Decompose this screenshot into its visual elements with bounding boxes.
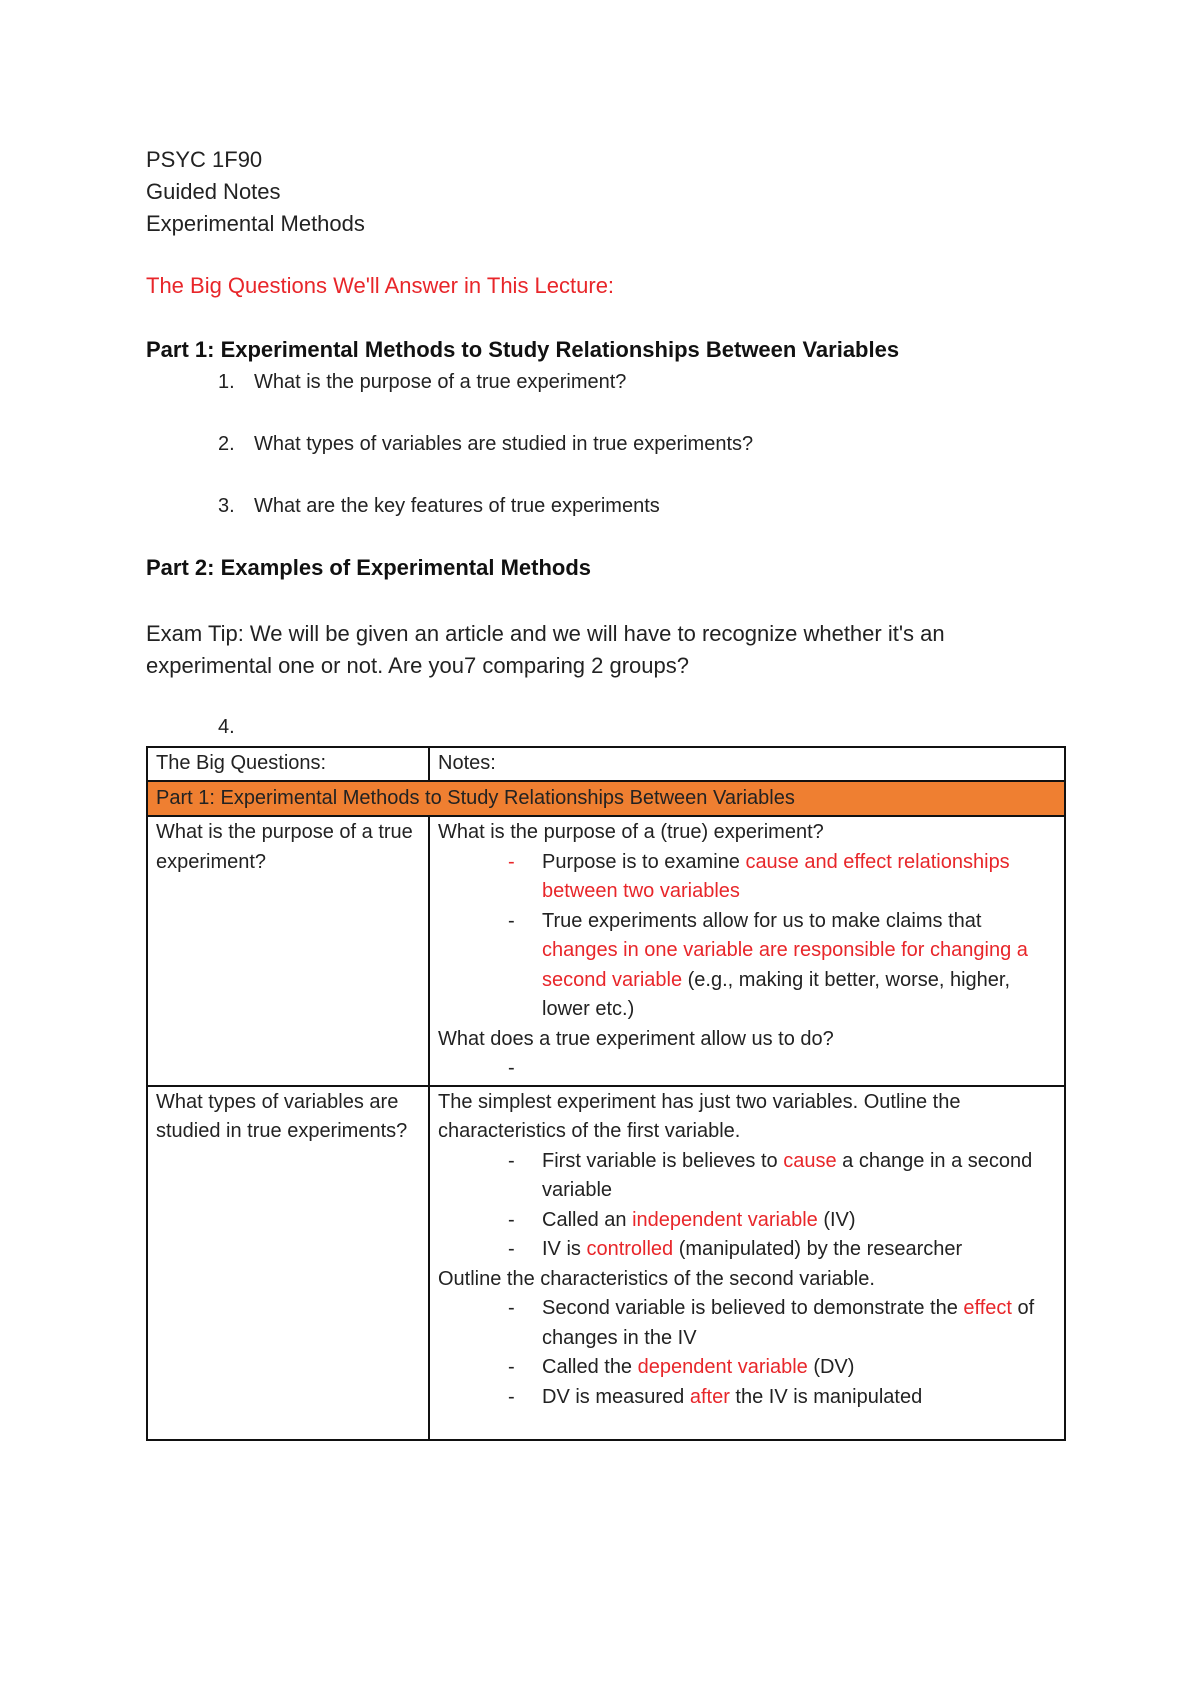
list-item-empty <box>508 1054 1056 1084</box>
dash-marker: - <box>508 1149 515 1172</box>
col-header-questions: The Big Questions: <box>147 747 429 781</box>
exam-tip: Exam Tip: We will be given an article and we will have to recognize whether it's an experimental one or not. Are you7 comparing 2 groups? <box>146 621 945 678</box>
list-item: - DV is measured after the IV is manipulated <box>508 1383 1056 1413</box>
notes-prompt: The simplest experiment has just two variables. Outline the characteristics of the first variable. <box>438 1090 961 1142</box>
row-question: What types of variables are studied in true experiments? <box>147 1086 429 1440</box>
list-item: - First variable is believes to cause a change in a second variable <box>508 1147 1056 1206</box>
question-item: 3. What are the key features of true experiments <box>218 495 660 517</box>
list-item: - Purpose is to examine cause and effect relationships between two variables <box>508 848 1056 907</box>
lecture-topic: Experimental Methods <box>146 211 365 236</box>
list-item: - Second variable is believed to demonstrate the effect of changes in the IV <box>508 1294 1056 1353</box>
table-header-row <box>147 747 1065 781</box>
dash-marker: - <box>508 1057 515 1079</box>
notes-prompt: What is the purpose of a (true) experiment? <box>438 821 824 843</box>
notes-prompt: Outline the characteristics of the second variable. <box>438 1267 875 1290</box>
dash-marker: - <box>508 850 515 873</box>
list-item: - Called the dependent variable (DV) <box>508 1353 1056 1383</box>
notes-table <box>146 746 1066 1441</box>
course-code: PSYC 1F90 <box>146 147 263 172</box>
list-item: - True experiments allow for us to make claims that changes in one variable are responsible for changing a second variable (e.g., making it better, worse, higher, lower etc.) <box>508 907 1056 1025</box>
row-notes <box>429 816 1065 1086</box>
notes-bullets <box>438 1054 1056 1084</box>
big-questions-heading: The Big Questions We'll Answer in This Lecture: <box>146 273 615 298</box>
dash-marker: - <box>508 909 515 932</box>
part2-heading: Part 2: Examples of Experimental Methods <box>146 555 592 580</box>
dash-marker: - <box>508 1297 515 1319</box>
table-row <box>147 1086 1065 1440</box>
col-header-notes: Notes: <box>429 747 1065 781</box>
question-item: 1. What is the purpose of a true experiment? <box>218 371 627 393</box>
table-row <box>147 816 1065 1086</box>
list-item: - IV is controlled (manipulated) by the researcher <box>508 1235 1056 1265</box>
notes-bullets <box>438 848 1056 1025</box>
part1-heading: Part 1: Experimental Methods to Study Relationships Between Variables <box>146 337 900 362</box>
notes-prompt: What does a true experiment allow us to do? <box>438 1027 834 1050</box>
dash-marker: - <box>508 1385 515 1408</box>
notes-bullets <box>438 1294 1056 1412</box>
dash-marker: - <box>508 1208 515 1231</box>
dash-marker: - <box>508 1356 515 1378</box>
notes-bullets <box>438 1147 1056 1265</box>
row-notes <box>429 1086 1065 1440</box>
section-band-label: Part 1: Experimental Methods to Study Relationships Between Variables <box>147 781 1065 817</box>
question-item: 2. What types of variables are studied in true experiments? <box>218 433 754 455</box>
row-question: What is the purpose of a true experiment? <box>147 816 429 1086</box>
dash-marker: - <box>508 1238 515 1260</box>
table-section-band <box>147 781 1065 817</box>
question-item-4-number: 4. <box>218 716 235 738</box>
document-type: Guided Notes <box>146 179 281 204</box>
list-item: - Called an independent variable (IV) <box>508 1206 1056 1236</box>
